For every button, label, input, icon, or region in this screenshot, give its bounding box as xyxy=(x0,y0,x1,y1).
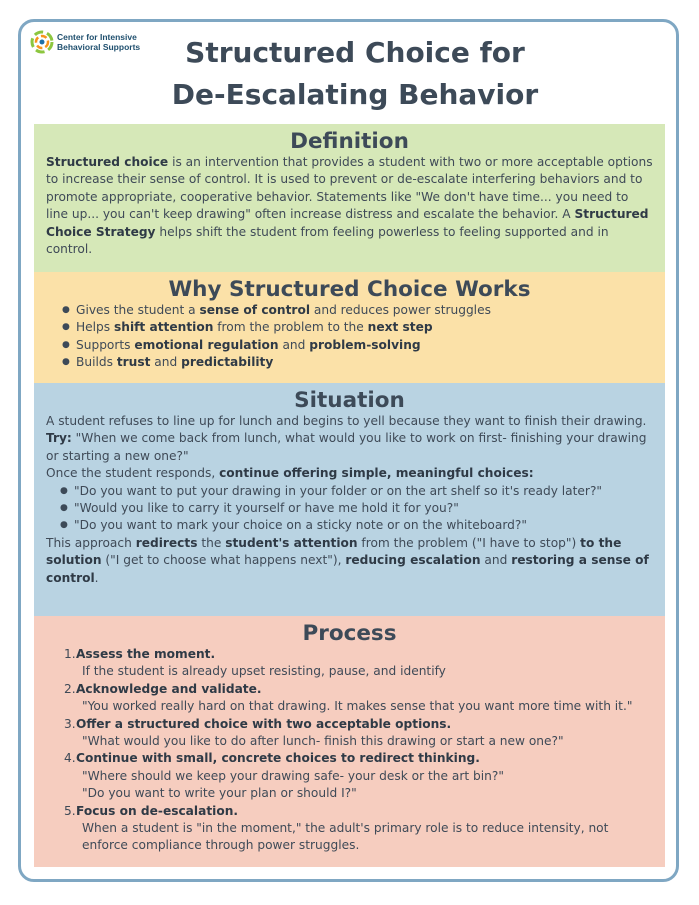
choices-list xyxy=(46,483,653,535)
page-title xyxy=(120,32,590,116)
situation-conclusion: This approach redirects the student's attention from the problem ("I have to stop") to the solution ("I get to choose what happens next"), reducing escalation and restoring a sense of control. xyxy=(46,535,649,585)
logo-text-line1: Center for Intensive xyxy=(57,32,137,42)
logo-icon xyxy=(30,30,54,54)
definition-heading: Definition xyxy=(290,129,409,154)
logo-text-line2: Behavioral Supports xyxy=(57,42,141,52)
process-step: 4. Continue with small, concrete choices to redirect thinking. "Where should we keep your drawing safe- your desk or the art bin?" "Do you want to write your plan or should I?" xyxy=(64,751,504,801)
list-item: ● "Would you like to carry it yourself or have me hold it for you?" xyxy=(60,500,653,517)
process-heading: Process xyxy=(302,621,397,646)
definition-strategy: Structured Choice Strategy xyxy=(46,207,649,239)
title-line2: De-Escalating Behavior xyxy=(171,78,539,111)
situation-once: Once the student responds, continue offering simple, meaningful choices: xyxy=(46,466,534,481)
situation-try: Try: "When we come back from lunch, what would you like to work on first- finishing your drawing or starting a new one?" xyxy=(46,431,647,463)
process-step: 5. Focus on de-escalation. When a student is "in the moment," the adult's primary role is to reduce intensity, not enforce compliance through power struggles. xyxy=(64,803,609,853)
definition-end: helps shift the student from feeling powerless to feeling supported and in control. xyxy=(46,224,609,257)
list-item: ● Helps shift attention from the problem to the next step xyxy=(62,319,653,336)
situation-section xyxy=(34,383,665,616)
definition-text xyxy=(46,154,653,258)
why-section xyxy=(34,272,665,383)
list-item: ● "Do you want to mark your choice on a sticky note or on the whiteboard?" xyxy=(60,517,653,534)
definition-term: Structured choice xyxy=(46,155,169,169)
list-item: ● "Do you want to put your drawing in your folder or on the art shelf so it's ready later?" xyxy=(60,483,653,500)
title-line1: Structured Choice for xyxy=(185,36,525,69)
process-steps xyxy=(46,646,653,855)
process-section xyxy=(34,616,665,867)
process-step: 3. Offer a structured choice with two acceptable options. "What would you like to do after lunch- finish this drawing or start a new one?" xyxy=(64,716,564,749)
process-step: 1. Assess the moment. If the student is already upset resisting, pause, and identify xyxy=(64,647,446,679)
list-item: ● Builds trust and predictability xyxy=(62,354,653,371)
situation-heading: Situation xyxy=(294,388,405,413)
situation-intro: A student refuses to line up for lunch and begins to yell because they want to finish their drawing. xyxy=(46,414,647,428)
list-item: ● Supports emotional regulation and problem-solving xyxy=(62,337,653,354)
why-heading: Why Structured Choice Works xyxy=(168,277,531,302)
definition-body: is an intervention that provides a student with two or more acceptable options to increase their sense of control. It is used to prevent or de-escalate interfering behaviors and to promote appropriate, cooperative behavior. Statements like "We don't have time... you need to line up... you can't keep drawing" often increase distress and escalate the behavior. A xyxy=(46,155,653,222)
process-step: 2. Acknowledge and validate. "You worked really hard on that drawing. It makes sense that you want more time with it." xyxy=(64,681,633,714)
why-list xyxy=(46,302,653,372)
list-item: ● Gives the student a sense of control and reduces power struggles xyxy=(62,302,653,319)
definition-section xyxy=(34,124,665,272)
